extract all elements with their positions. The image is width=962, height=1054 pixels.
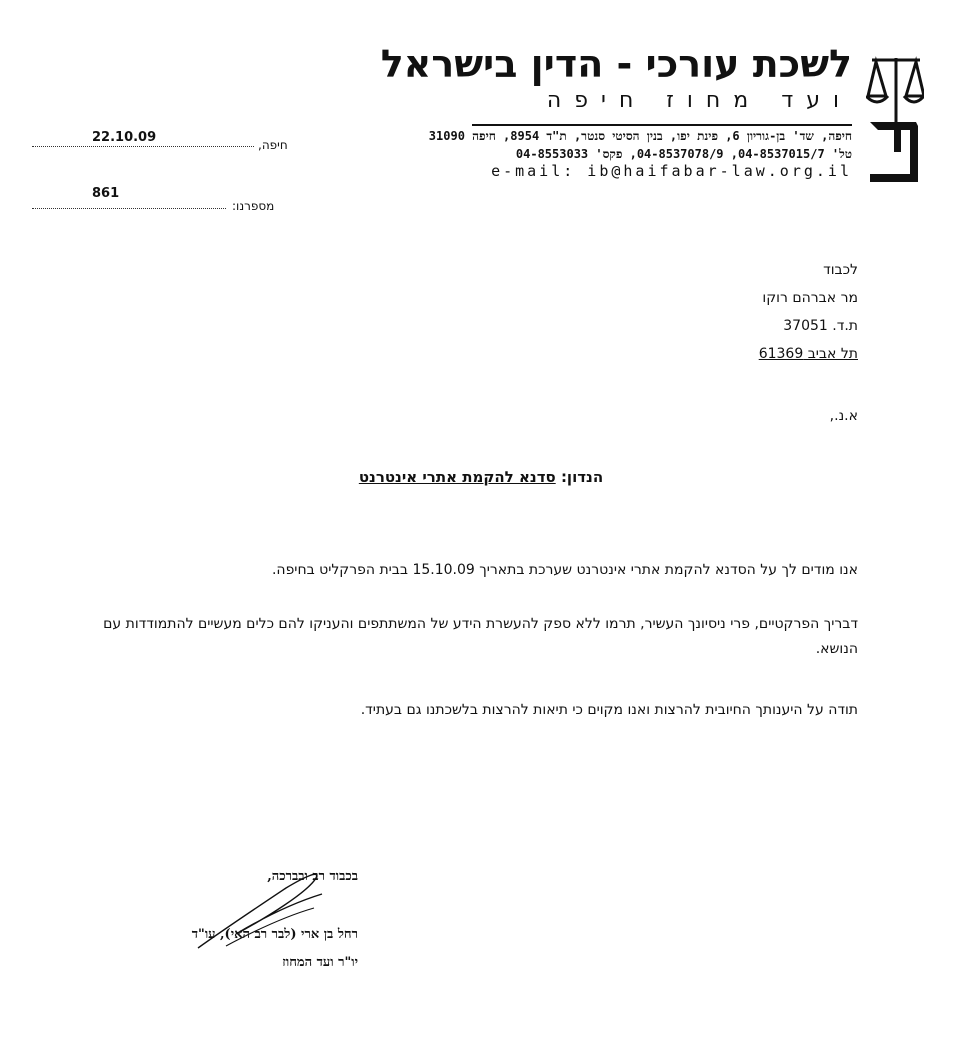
- reference-label: מספרנו:: [232, 199, 275, 213]
- body-paragraph-1: אנו מודים לך על הסדנא להקמת אתרי אינטרנט שערכת בתאריך 15.10.09 בבית הפרקליט בחיפה.: [271, 562, 858, 578]
- bar-association-logo: [866, 52, 924, 186]
- subject-text: סדנא להקמת אתרי אינטרנט: [358, 468, 556, 486]
- subject-label: הנדון:: [560, 468, 604, 486]
- reference-dotted-line: [32, 208, 226, 209]
- address-line: חיפה, שד' בן-גוריון 6, פינת יפו, בנין הסיטי סנטר, ת"ד 8954, חיפה 31090: [428, 129, 852, 143]
- recipient-city: תל אביב 61369: [758, 346, 858, 362]
- closing: בכבוד רב ובברכה,: [267, 869, 358, 884]
- body-paragraph-2: דבריך הפרקטיים, פרי ניסיונך העשיר, תרמו ללא ספק להעשרת הידע של המשתתפים והעניקו להם כלים מעשיים להתמודדות עם הנושא.: [103, 616, 858, 657]
- phone-line: טל' 04-8537015/7, 04-8537078/9, פקס' 04-8553033: [515, 147, 852, 161]
- recipient-salutation: לכבוד: [823, 262, 858, 278]
- org-name: לשכת עורכי - הדין בישראל: [380, 42, 852, 86]
- subject-line: [0, 468, 962, 486]
- greeting: א.נ.,: [829, 408, 858, 424]
- district-name: ועד מחוז חיפה: [546, 88, 852, 113]
- reference-value: 861: [92, 186, 120, 201]
- date-dotted-line: [32, 146, 254, 147]
- body-paragraph-3: תודה על היענותך החיובית להרצות ואנו מקוים כי תיאות להרצות בלשכתנו גם בעתיד.: [360, 702, 858, 718]
- signatory-title: יו"ר ועד המחוז: [282, 955, 358, 970]
- email-line: e-mail: ib@haifabar-law.org.il: [491, 162, 852, 180]
- recipient-po-box: ת.ד. 37051: [783, 318, 858, 334]
- date-label: חיפה,: [258, 138, 288, 152]
- date-value: 22.10.09: [92, 130, 157, 145]
- signatory-name: רחל בן ארי (לבר רב האי), עו"ד: [191, 927, 358, 942]
- letterhead-divider: [472, 124, 852, 126]
- recipient-name: מר אברהם רוקו: [762, 290, 858, 306]
